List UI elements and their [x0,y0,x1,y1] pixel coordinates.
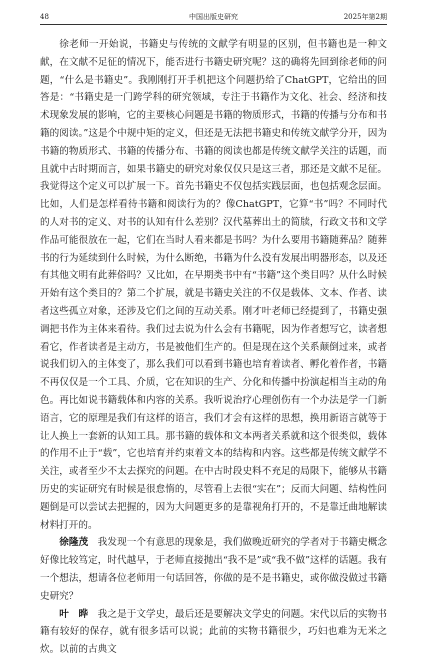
paragraph-text: 我之是于文学史，最后还是要解决文学史的问题。宋代以后的实物书籍有较好的保存，就有很多话可以说；此前的实物书籍很少，巧妇也难为无米之炊。以前的古典文 [40,608,388,656]
issue-label: 2025年第2期 [343,13,387,21]
speaker-name: 叶 晔 [59,608,89,620]
paragraph [40,606,387,659]
journal-title: 中国出版史研究 [189,13,238,21]
page-number: 48 [40,13,49,21]
page-header [40,10,387,25]
speaker-name: 徐隆茂 [59,537,89,549]
paragraph-text: 我发现一个有意思的现象是，我们做晚近研究的学者对于书籍史概念好像比较笃定，时代越早，于老师直接抛出“我不是”或“我不做”这样的话题。我有一个想法，想请各位老师用一句话回答，你做的是不是书籍史，或你做没做过书籍史研究？ [40,537,388,602]
paragraph [40,36,387,534]
paragraph-text: 徐老师一开始说，书籍史与传统的文献学有明显的区别，但书籍也是一种文献，在文献不足征的情况下，能否进行书籍史研究呢？这的确将先回到徐老师的问题，“什么是书籍史”。我刚刚打开手机把这个问题扔给了ChatGPT，它给出的回答是：“书籍史是一门跨学科的研究领域，专注于书籍作为文化、社会、经济和技术现象发展的影响，它的主要核心问题是书籍的物质形式，书籍的传播与分布和书籍的阅读。”这是个中规中矩的定义，但还是无法把书籍史和传统文献学分开，因为书籍的物质形式、书籍的传播分布、书籍的阅读也都是传统文献学关注的话题，而且就中古时期而言，如果书籍史的研究对象仅仅只是这三者，那还是文献不足征。我觉得这个定义可以扩展一下。首先书籍史不仅包括实践层面，也包括观念层面。比如，人们是怎样看待书籍和阅读行为的？像ChatGPT，它算“书”吗？不同时代的人对书的定义、对书的认知有什么差别？汉代墓葬出土的简牍，行政文书和文学作品可能很放在一起，它们在当时人看来都是书吗？为什么要用书籍随葬品？随葬书的行为延续到什么时候，为什么断绝，书籍为什么没有发展出明器形态，以及还有其他文明有此葬俗吗？又比如，在早期类书中有“书籍”这个类目吗？从什么时候开始有这个类目的？第二个扩展，就是书籍史关注的不仅是载体、文本、作者、读者这些孤立对象，还涉及它们之间的互动关系。刚才叶老师已经提到了，书籍史强调把书作为主体来看待。我们过去说为什么会有书籍呢，因为作者想写它，读者想看它，作者读者是主动方，书是被他们生产的。但是现在这个关系颠倒过来，或者说我们切入的主体变了，那么我们可以看到书籍也培育着读者、孵化着作者，书籍不再仅仅是一个工具、介质，它在知识的生产、分化和传播中扮演起相当主动的角色。再比如说书籍载体和内容的关系。我听说治疗心理创伤有一个办法是学一门新语言，它的原理是我们有这样的语言，我们才会有这样的思想，换用新语言就等于让人换上一套新的认知工具。那书籍的载体和文本两者关系就和这个很类似，载体的作用不止于“载”，它也培育并约束着文本的结构和内容。这些都是传统文献学不关注，或者至少不太去探究的问题。在中古时段史料不充足的局限下，能够从书籍历史的实证研究有时候是很怠惰的，尽管看上去很“实在”；反而大问题、结构性问题倒是可以尝试去把握的，因为大问题更多的是靠视角打开的，不是靠迁曲地解读材料打开的。 [40,39,387,531]
article-body [40,36,387,659]
paragraph [40,534,387,605]
